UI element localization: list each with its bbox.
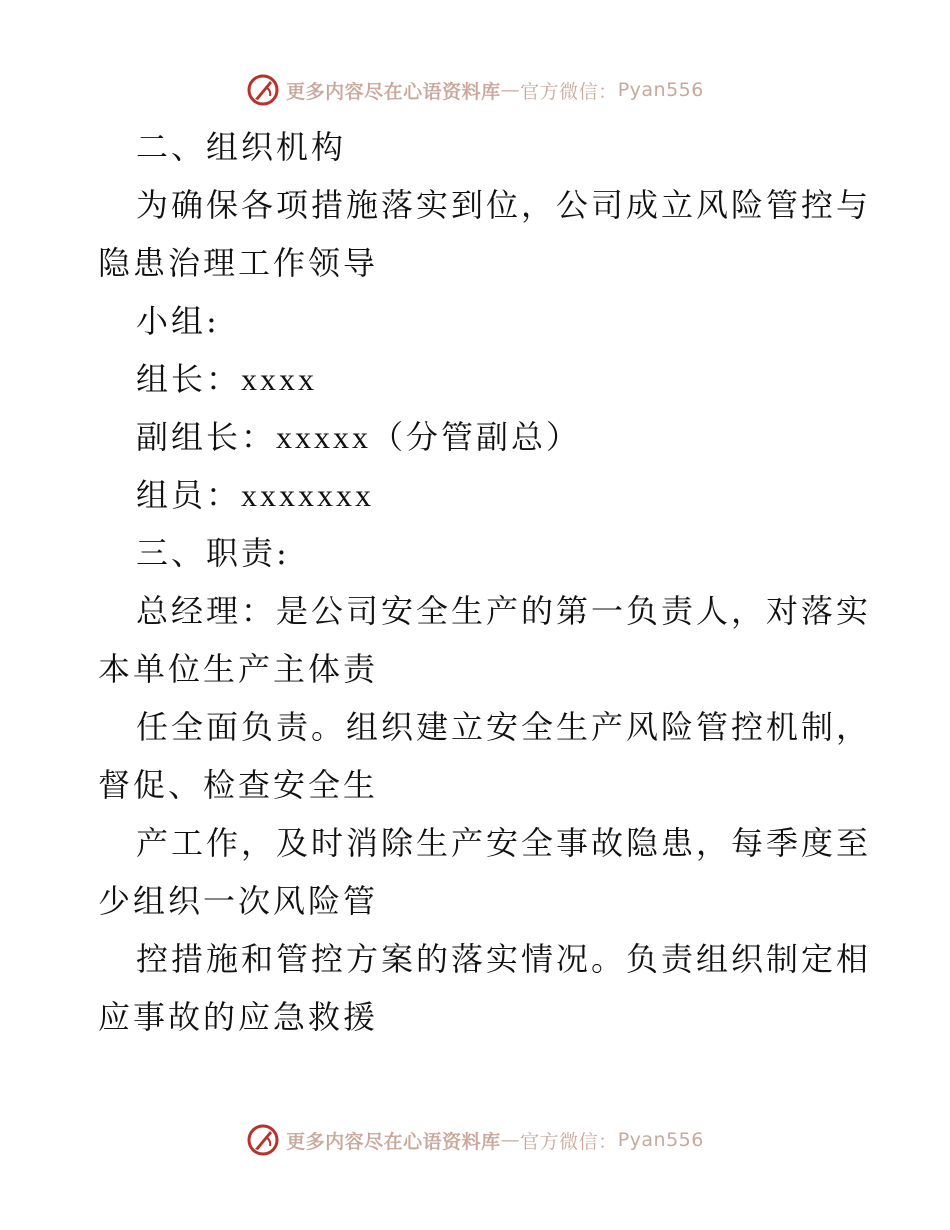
text-line: 副组长：xxxxx（分管副总） — [136, 419, 582, 455]
text-line: 督促、检查安全生 — [98, 766, 379, 804]
watermark-main-text: 更多内容尽在心语资料库 — [286, 1130, 501, 1153]
watermark-wechat-label: 官方微信： — [520, 1130, 618, 1153]
text-line: 产工作，及时消除生产安全事故隐患，每季度至 — [136, 824, 872, 862]
watermark-wechat-label: 官方微信： — [520, 80, 618, 103]
text-line: 应事故的应急救援 — [98, 998, 379, 1036]
quill-logo-icon — [246, 73, 280, 107]
text-line: 组员：xxxxxxx — [136, 477, 375, 513]
text-line: 为确保各项措施落实到位，公司成立风险管控与 — [136, 186, 872, 224]
text-line: 任全面负责。组织建立安全生产风险管控机制， — [136, 708, 872, 746]
watermark-dash: — — [500, 79, 521, 101]
text-line: 组长：xxxx — [136, 361, 318, 397]
quill-logo-icon — [246, 1123, 280, 1157]
text-line: 少组织一次风险管 — [98, 882, 379, 920]
header-watermark — [0, 70, 950, 110]
text-line: 隐患治理工作领导 — [98, 244, 379, 282]
text-line: 本单位生产主体责 — [98, 650, 379, 688]
watermark-wechat-id: Pyan556 — [617, 79, 704, 101]
watermark-main-text: 更多内容尽在心语资料库 — [286, 80, 501, 103]
text-line: 小组: — [136, 302, 220, 340]
watermark-wechat-id: Pyan556 — [617, 1129, 704, 1151]
footer-watermark — [0, 1120, 950, 1160]
document-body — [98, 118, 872, 1046]
text-line: 三、职责: — [136, 534, 290, 572]
text-line: 总经理：是公司安全生产的第一负责人，对落实 — [136, 592, 872, 630]
text-line: 二、组织机构 — [136, 128, 347, 166]
text-line: 控措施和管控方案的落实情况。负责组织制定相 — [136, 940, 872, 978]
watermark-dash: — — [500, 1129, 521, 1151]
